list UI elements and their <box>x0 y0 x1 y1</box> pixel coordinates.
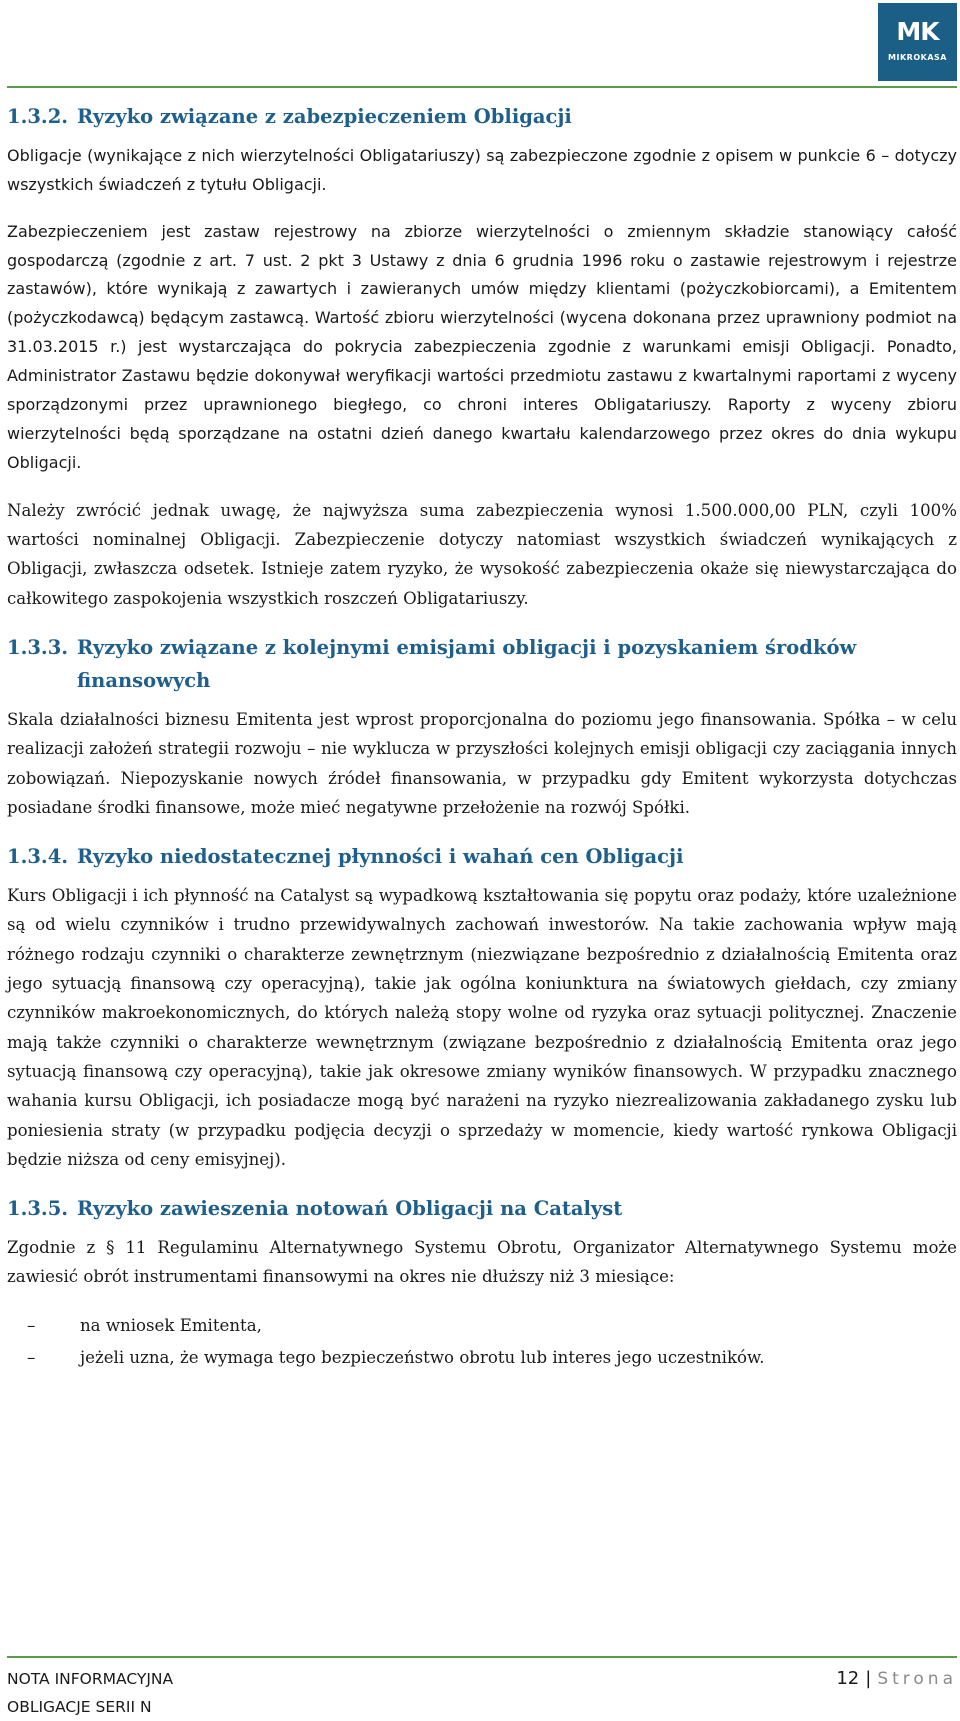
section-heading-1-3-2 <box>7 100 957 133</box>
header-rule <box>7 86 957 88</box>
section-title: Ryzyko niedostatecznej płynności i wahań cen Obligacji <box>77 845 684 869</box>
bullet-list <box>7 1310 957 1374</box>
list-item-text: jeżeli uzna, że wymaga tego bezpieczeństwo obrotu lub interes jego uczestników. <box>80 1347 765 1367</box>
footer-line-2: OBLIGACJE SERII N <box>7 1698 152 1716</box>
list-item <box>7 1310 957 1342</box>
paragraph: Zabezpieczeniem jest zastaw rejestrowy na zbiorze wierzytelności o zmiennym składzie stanowiący całość gospodarczą (zgodnie z art. 7 ust. 2 pkt 3 Ustawy z dnia 6 grudnia 1996 roku o zastawie rejestrowym i rejestrze zastawów), które wynikają z zawartych i zawieranych umów między klientami (pożyczkobiorcami), a Emitentem (pożyczkodawcą) będącym zastawcą. Wartość zbioru wierzytelności (wycena dokonana przez uprawniony podmiot na 31.03.2015 r.) jest wystarczająca do pokrycia zabezpieczenia zgodnie z warunkami emisji Obligacji. Ponadto, Administrator Zastawu będzie dokonywał weryfikacji wartości przedmiotu zastawu z kwartalnymi raportami z wyceny sporządzonymi przez uprawnionego biegłego, co chroni interes Obligatariuszy. Raporty z wyceny zbioru wierzytelności będą sporządzane na ostatni dzień danego kwartału kalendarzowego przez okres do dnia wykupu Obligacji. <box>7 221 957 472</box>
page-word: Strona <box>877 1669 957 1689</box>
paragraph: Zgodnie z § 11 Regulaminu Alternatywnego Systemu Obrotu, Organizator Alternatywnego Systemu może zawiesić obrót instrumentami finansowymi na okres nie dłuższy niż 3 miesiące: <box>7 1238 957 1287</box>
mikrokasa-logo <box>878 3 957 81</box>
list-item <box>7 1342 957 1374</box>
dash-marker: – <box>27 1315 36 1335</box>
footer-line-1: NOTA INFORMACYJNA <box>7 1670 174 1688</box>
paragraph: Należy zwrócić jednak uwagę, że najwyższa suma zabezpieczenia wynosi 1.500.000,00 PLN, czyli 100% wartości nominalnej Obligacji. Zabezpieczenie dotyczy natomiast wszystkich świadczeń wynikających z Obligacji, zwłaszcza odsetek. Istnieje zatem ryzyko, że wysokość zabezpieczenia okaże się niewystarczająca do całkowitego zaspokojenia wszystkich roszczeń Obligatariuszy. <box>7 500 957 608</box>
section-number: 1.3.3. <box>7 635 69 659</box>
paragraph: Obligacje (wynikające z nich wierzytelności Obligatariuszy) są zabezpieczone zgodnie z opisem w punkcie 6 – dotyczy wszystkich świadczeń z tytułu Obligacji. <box>7 146 957 195</box>
section-heading-1-3-5 <box>7 1192 957 1225</box>
page-separator: | <box>865 1668 872 1689</box>
section-number: 1.3.2. <box>7 105 69 128</box>
section-number: 1.3.5. <box>7 1197 69 1221</box>
paragraph: Kurs Obligacji i ich płynność na Catalyst są wypadkową kształtowania się popytu oraz podaży, które uzależnione są od wielu czynników i trudno przewidywalnych zachowań inwestorów. Na takie zachowania wpływ mają różnego rodzaju czynniki o charakterze zewnętrznym (niezwiązane bezpośrednio z działalnością Emitenta oraz jego sytuacją finansową czy operacyjną), takie jak ogólna koniunktura na światowych giełdach, czy zmiany czynników makroekonomicznych, do których należą stopy wolne od ryzyka oraz sytuacji politycznej. Znaczenie mają także czynniki o charakterze wewnętrznym (związane bezpośrednio z działalnością Emitenta oraz jego sytuacją finansową czy operacyjną), takie jak okresowe zmiany wyników finansowych. W przypadku znacznego wahania kursu Obligacji, ich posiadacze mogą być narażeni na ryzyko niezrealizowania zakładanego zysku lub poniesienia straty (w przypadku podjęcia decyzji o sprzedaży w momencie, kiedy wartość rynkowa Obligacji będzie niższa od ceny emisyjnej). <box>7 886 957 1169</box>
page-number-value: 12 <box>836 1668 860 1689</box>
page-number <box>836 1668 957 1689</box>
section-title: Ryzyko związane z kolejnymi emisjami obligacji i pozyskaniem środków finansowych <box>77 635 857 692</box>
section-heading-1-3-3 <box>7 631 957 697</box>
section-number: 1.3.4. <box>7 845 69 869</box>
section-heading-1-3-4 <box>7 840 957 873</box>
document-body <box>7 100 957 1374</box>
logo-text: MIKROKASA <box>888 53 947 62</box>
paragraph: Skala działalności biznesu Emitenta jest wprost proporcjonalna do poziomu jego finansowania. Spółka – w celu realizacji założeń strategii rozwoju – nie wyklucza w przyszłości kolejnych emisji obligacji czy zaciągania innych zobowiązań. Niepozyskanie nowych źródeł finansowania, w przypadku gdy Emitent wykorzysta dotychczas posiadane środki finansowe, może mieć negatywne przełożenie na rozwój Spółki. <box>7 709 957 817</box>
list-item-text: na wniosek Emitenta, <box>80 1315 262 1335</box>
footer-rule <box>7 1656 957 1658</box>
footer-document-title <box>7 1665 173 1721</box>
section-title: Ryzyko związane z zabezpieczeniem Obligacji <box>77 105 572 128</box>
section-title: Ryzyko zawieszenia notowań Obligacji na Catalyst <box>77 1197 623 1221</box>
dash-marker: – <box>27 1347 36 1367</box>
logo-mark: MK <box>896 17 939 46</box>
